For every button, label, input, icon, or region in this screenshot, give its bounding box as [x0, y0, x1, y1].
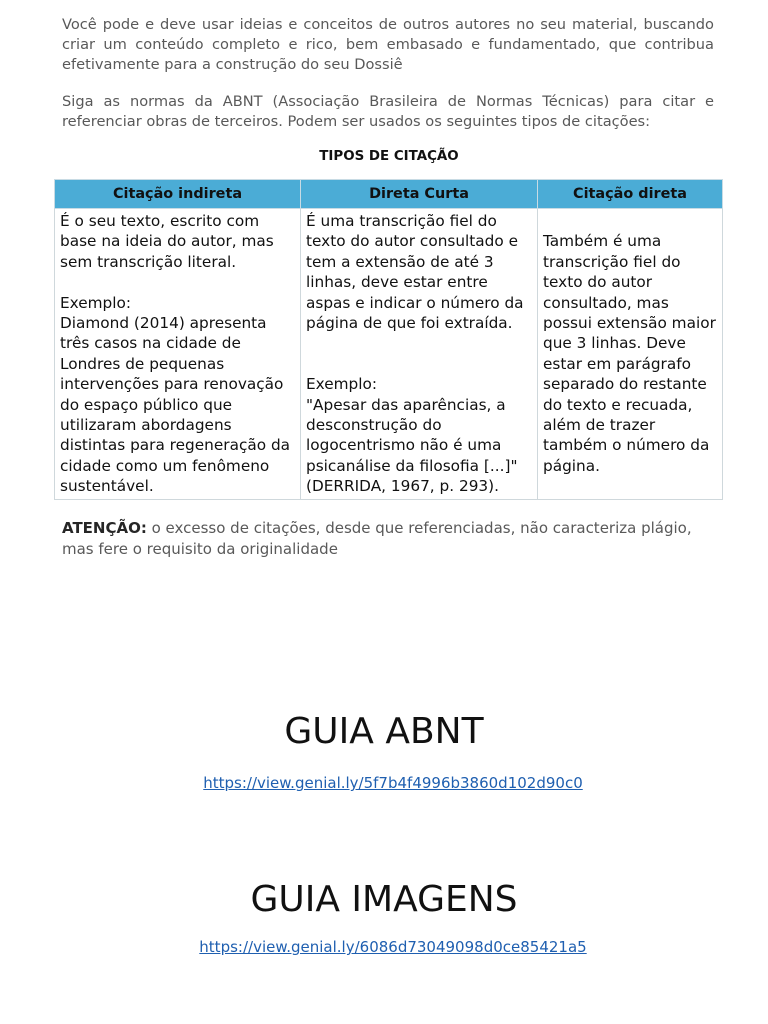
cell-citacao-direta	[538, 209, 723, 500]
header-citacao-direta: Citação direta	[538, 180, 723, 209]
guide-abnt-link[interactable]: https://view.genial.ly/5f7b4f4996b3860d102d90c0	[203, 774, 583, 792]
header-direta-curta: Direta Curta	[301, 180, 538, 209]
cell-text: É o seu texto, escrito com base na ideia do autor, mas sem transcrição literal. Exemplo: Diamond (2014) apresenta três casos na cidade de Londres de pequenas intervenções para renovação do espaço público que utilizaram abordagens distintas para regeneração da cidade como um fenômeno sustentável.	[60, 212, 291, 496]
citation-types-table	[54, 179, 723, 500]
guide-imagens-title: GUIA IMAGENS	[250, 879, 518, 920]
attention-text: o excesso de citações, desde que referenciadas, não caracteriza plágio, mas fere o requisito da originalidade	[62, 519, 692, 558]
cell-direta-curta	[301, 209, 538, 500]
intro-paragraph-2: Siga as normas da ABNT (Associação Brasileira de Normas Técnicas) para citar e referenciar obras de terceiros. Podem ser usados os seguintes tipos de citações:	[62, 93, 714, 130]
table-row	[55, 209, 723, 500]
table-caption: TIPOS DE CITAÇÃO	[319, 149, 459, 164]
guide-abnt-title: GUIA ABNT	[284, 711, 484, 752]
attention-label: ATENÇÃO:	[62, 519, 147, 537]
header-citacao-indireta: Citação indireta	[55, 180, 301, 209]
cell-text: Também é uma transcrição fiel do texto do autor consultado, mas possui extensão maior que 3 linhas. Deve estar em parágrafo separado do restante do texto e recuada, além de trazer também o número da página.	[543, 232, 716, 475]
table-header-row	[55, 180, 723, 209]
cell-citacao-indireta	[55, 209, 301, 500]
cell-text: É uma transcrição fiel do texto do autor consultado e tem a extensão de até 3 linhas, deve estar entre aspas e indicar o número da página de que foi extraída. Exemplo: "Apesar das aparências, a desconstrução do logocentrismo não é uma psicanálise da filosofia [...]" (DERRIDA, 1967, p. 293).	[306, 212, 524, 496]
intro-paragraph-1: Você pode e deve usar ideias e conceitos de outros autores no seu material, buscando criar um conteúdo completo e rico, bem embasado e fundamentado, que contribua efetivamente para a construção do seu Dossiê	[62, 16, 714, 73]
attention-note	[62, 518, 722, 559]
guide-imagens-link[interactable]: https://view.genial.ly/6086d73049098d0ce85421a5	[199, 938, 587, 956]
